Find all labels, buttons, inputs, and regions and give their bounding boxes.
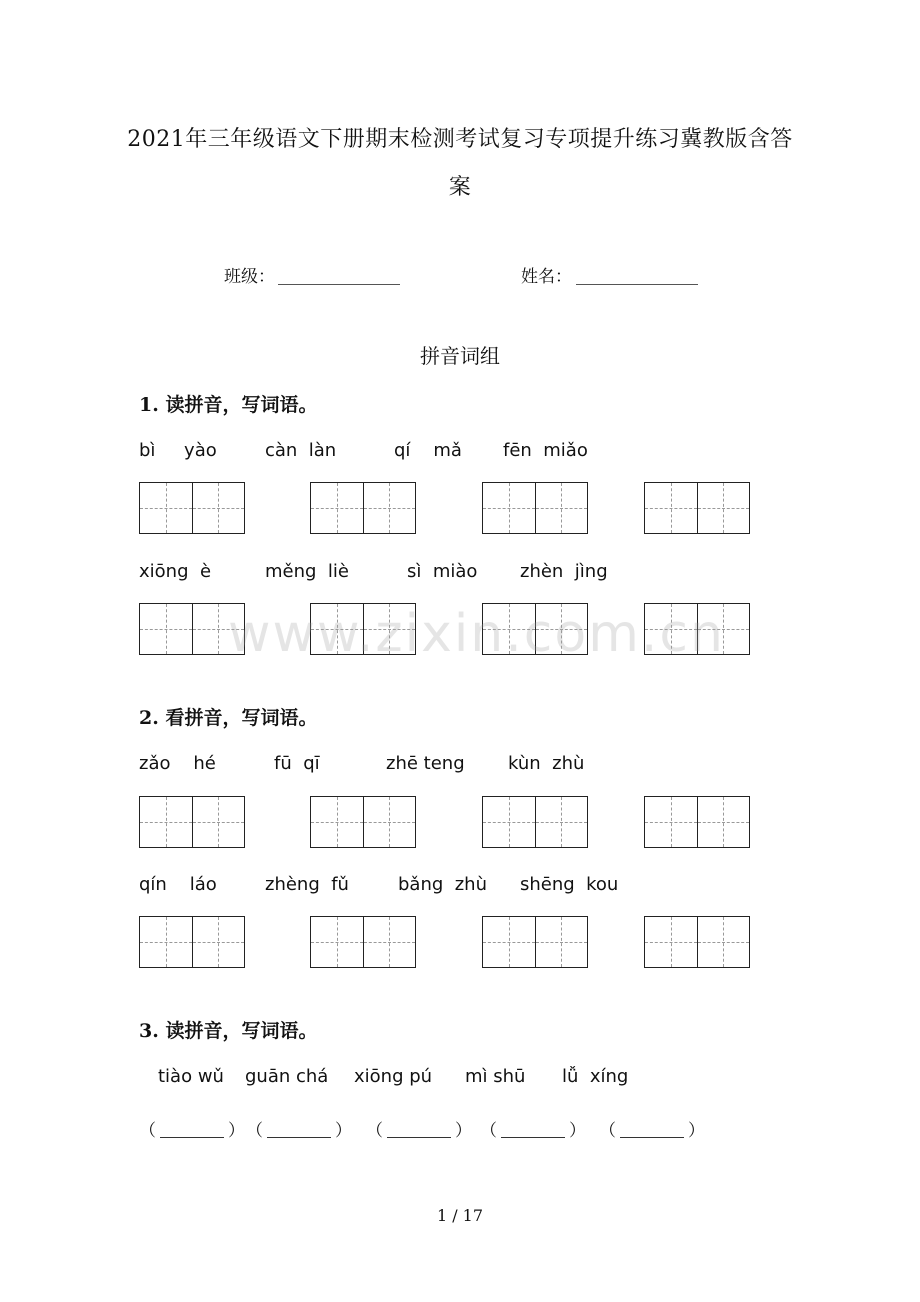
paren-open: （ xyxy=(480,1121,497,1141)
question-1-title: 1. 读拼音，写词语。 xyxy=(139,394,318,416)
grid-cell[interactable] xyxy=(140,797,192,847)
answer-underline[interactable] xyxy=(620,1137,684,1138)
page-number: 1 / 17 xyxy=(436,1206,484,1225)
grid-cell[interactable] xyxy=(363,797,416,847)
name-label: 姓名： xyxy=(521,267,572,287)
grid-cell[interactable] xyxy=(311,483,363,533)
pinyin-label: zǎo hé xyxy=(139,753,216,774)
answer-blank[interactable] xyxy=(480,1116,586,1141)
answer-blank[interactable] xyxy=(599,1116,705,1141)
grid-cell[interactable] xyxy=(363,483,416,533)
class-label: 班级： xyxy=(224,267,275,287)
writing-grid[interactable] xyxy=(644,796,750,848)
pinyin-label: xiōng pú xyxy=(354,1066,433,1087)
writing-grid[interactable] xyxy=(310,796,416,848)
answer-underline[interactable] xyxy=(267,1137,331,1138)
pinyin-label: càn làn xyxy=(265,440,337,461)
answer-underline[interactable] xyxy=(501,1137,565,1138)
grid-cell[interactable] xyxy=(483,917,535,967)
grid-cell[interactable] xyxy=(697,917,750,967)
grid-cell[interactable] xyxy=(645,483,697,533)
grid-cell[interactable] xyxy=(535,917,588,967)
watermark: www.zixin.com.cn xyxy=(228,604,725,664)
paren-open: （ xyxy=(366,1121,383,1141)
answer-underline[interactable] xyxy=(160,1137,224,1138)
paren-close: ） xyxy=(569,1121,586,1141)
grid-cell[interactable] xyxy=(535,797,588,847)
grid-cell[interactable] xyxy=(192,483,245,533)
pinyin-label: sì miào xyxy=(407,561,478,582)
pinyin-label: měng liè xyxy=(265,561,349,582)
answer-blank[interactable] xyxy=(246,1116,352,1141)
grid-cell[interactable] xyxy=(192,917,245,967)
paren-close: ） xyxy=(228,1121,245,1141)
grid-cell[interactable] xyxy=(645,797,697,847)
grid-cell[interactable] xyxy=(535,483,588,533)
paren-close: ） xyxy=(688,1121,705,1141)
grid-cell[interactable] xyxy=(645,917,697,967)
pinyin-label: bì yào xyxy=(139,440,217,461)
writing-grid[interactable] xyxy=(310,916,416,968)
grid-cell[interactable] xyxy=(483,483,535,533)
pinyin-label: qí mǎ xyxy=(394,440,462,461)
writing-grid[interactable] xyxy=(644,482,750,534)
grid-cell[interactable] xyxy=(311,917,363,967)
paren-open: （ xyxy=(139,1121,156,1141)
writing-grid[interactable] xyxy=(139,482,245,534)
paren-open: （ xyxy=(246,1121,263,1141)
grid-cell[interactable] xyxy=(363,917,416,967)
pinyin-label: bǎng zhù xyxy=(398,874,487,895)
pinyin-label: lǚ xíng xyxy=(562,1066,629,1087)
grid-cell[interactable] xyxy=(140,917,192,967)
grid-cell[interactable] xyxy=(697,483,750,533)
pinyin-label: fū qī xyxy=(274,753,320,774)
class-input-line[interactable] xyxy=(278,284,400,285)
paren-open: （ xyxy=(599,1121,616,1141)
answer-underline[interactable] xyxy=(387,1137,451,1138)
answer-blank[interactable] xyxy=(139,1116,245,1141)
paren-close: ） xyxy=(455,1121,472,1141)
grid-cell[interactable] xyxy=(311,797,363,847)
grid-cell[interactable] xyxy=(483,797,535,847)
pinyin-label: xiōng è xyxy=(139,561,212,582)
writing-grid[interactable] xyxy=(482,796,588,848)
pinyin-label: zhèng fǔ xyxy=(265,874,349,895)
document-title: 2021年三年级语文下册期末检测考试复习专项提升练习冀教版含答案 xyxy=(127,127,793,200)
writing-grid[interactable] xyxy=(644,916,750,968)
writing-grid[interactable] xyxy=(482,916,588,968)
paren-close: ） xyxy=(335,1121,352,1141)
grid-cell[interactable] xyxy=(140,604,192,654)
pinyin-label: qín láo xyxy=(139,874,217,895)
grid-cell[interactable] xyxy=(192,797,245,847)
writing-grid[interactable] xyxy=(310,482,416,534)
writing-grid[interactable] xyxy=(139,796,245,848)
question-2-title: 2. 看拼音，写词语。 xyxy=(139,707,318,729)
answer-blank[interactable] xyxy=(366,1116,472,1141)
pinyin-label: shēng kou xyxy=(520,874,619,895)
pinyin-label: mì shū xyxy=(465,1066,526,1087)
writing-grid[interactable] xyxy=(482,482,588,534)
pinyin-label: zhèn jìng xyxy=(520,561,608,582)
pinyin-label: zhē teng xyxy=(386,753,465,774)
section-title: 拼音词组 xyxy=(420,344,500,368)
question-3-title: 3. 读拼音，写词语。 xyxy=(139,1020,318,1042)
grid-cell[interactable] xyxy=(697,797,750,847)
grid-cell[interactable] xyxy=(140,483,192,533)
name-input-line[interactable] xyxy=(576,284,698,285)
writing-grid[interactable] xyxy=(139,916,245,968)
pinyin-label: kùn zhù xyxy=(508,753,585,774)
pinyin-label: guān chá xyxy=(245,1066,329,1087)
pinyin-label: tiào wǔ xyxy=(158,1066,224,1087)
pinyin-label: fēn miǎo xyxy=(503,440,588,461)
